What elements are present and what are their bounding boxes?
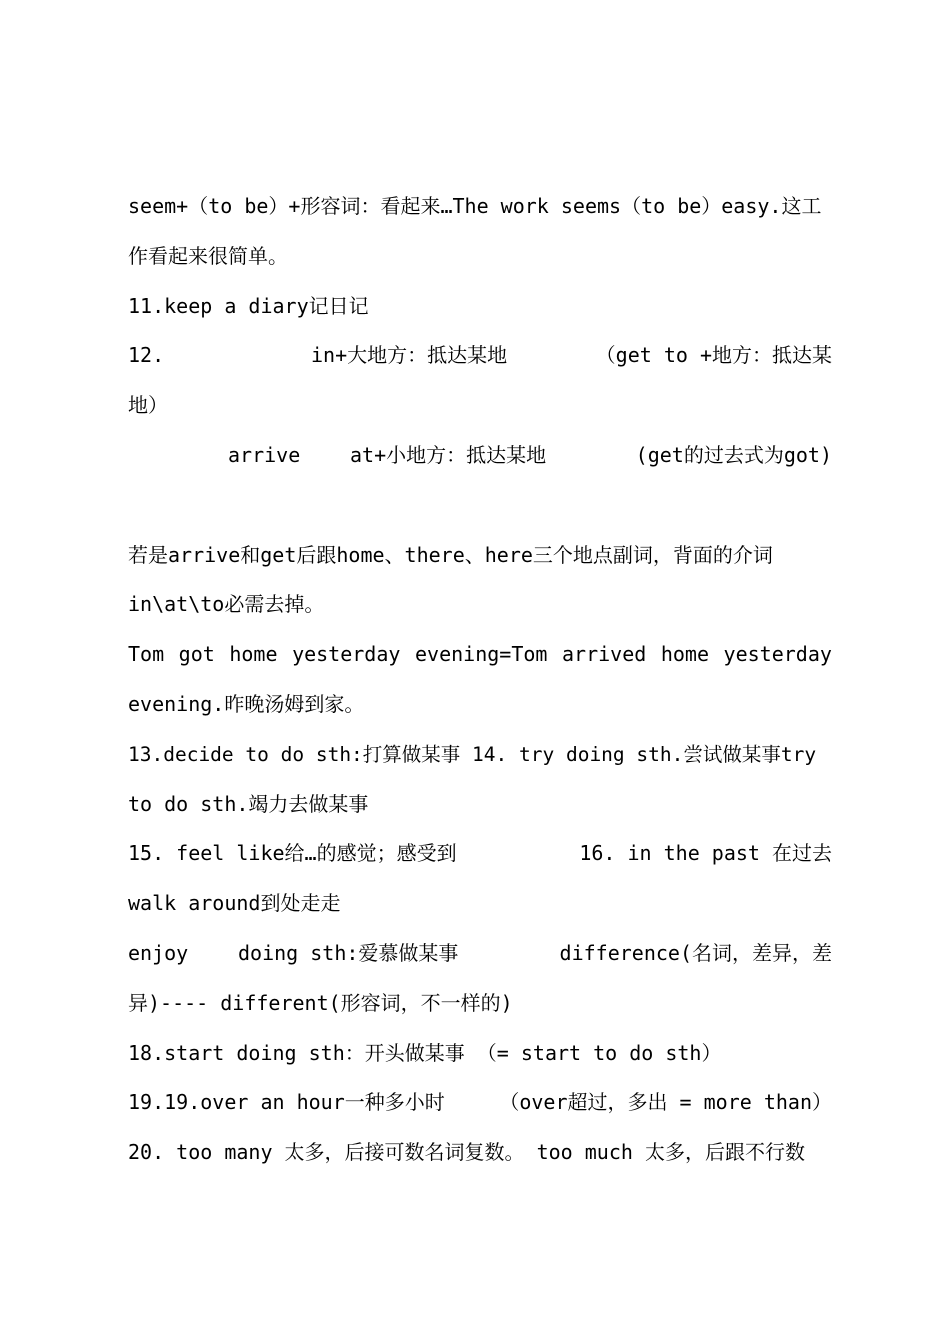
text-segment: enjoy [128,940,189,965]
text-segment: 地） [128,393,168,418]
text-segment: seem+（to be）+形容词：看起来…The work seems（to be）easy.这工 [128,194,822,218]
text-segment: 15. feel like给…的感觉；感受到 [128,841,457,866]
text-segment: 若是arrive和get后跟home、there、here三个地点副词，背面的介词 [128,542,773,567]
text-segment: yesterday [723,642,832,667]
text-line [128,232,832,282]
text-segment: arrived [561,642,647,667]
text-segment: got [178,642,215,667]
text-line [128,580,832,630]
text-segment: evening=Tom [414,642,548,667]
blank-line [128,481,832,531]
text-line [128,879,832,929]
text-line [128,730,832,780]
text-segment: to do sth.竭力去做某事 [128,791,369,816]
text-line [128,979,832,1029]
text-segment: home [229,642,278,667]
text-line [128,282,832,332]
text-segment: （get to +地方：抵达某 [595,343,832,368]
text-line [128,1029,832,1079]
text-segment: （over超过，多出 = more than） [499,1090,832,1115]
text-segment: arrive [228,442,301,467]
text-segment: 作看起来很简单。 [128,243,288,268]
text-line [128,431,832,481]
text-segment: 13.decide to do sth:打算做某事 14. try doing sth.尝试做某事try [128,742,817,766]
text-segment: difference(名词，差异，差 [559,940,832,965]
text-segment: doing sth:爱慕做某事 [238,940,459,965]
text-line [128,829,832,879]
text-segment: evening.昨晚汤姆到家。 [128,691,365,716]
text-segment: home [660,642,709,667]
text-line [128,531,832,581]
text-segment: in+大地方：抵达某地 [311,343,508,368]
text-line [128,1128,832,1178]
text-segment: yesterday [292,642,401,667]
document-body [128,182,832,1178]
text-segment: walk around到处走走 [128,891,341,916]
text-segment: Tom [128,642,165,667]
text-segment: at+小地方：抵达某地 [350,442,547,467]
text-line [128,630,832,680]
text-segment: 19.19.over an hour一种多小时 [128,1090,445,1115]
text-segment: 16. in the past 在过去 [579,841,832,866]
text-line [128,680,832,730]
text-line [128,182,832,232]
text-segment: 18.start doing sth：开头做某事 （= start to do sth） [128,1040,722,1065]
text-segment: (get的过去式为got) [635,442,832,467]
text-line [128,1078,832,1128]
text-segment: 异)---- different(形容词，不一样的) [128,990,513,1015]
text-line [128,929,832,979]
text-segment: 11.keep a diary记日记 [128,293,369,318]
text-line [128,381,832,431]
text-segment: 20. too many 太多，后接可数名词复数。 too much 太多，后跟不行数 [128,1140,805,1165]
text-line [128,331,832,381]
text-line [128,780,832,830]
text-segment: in\at\to必需去掉。 [128,592,325,617]
text-segment: 12. [128,343,165,368]
